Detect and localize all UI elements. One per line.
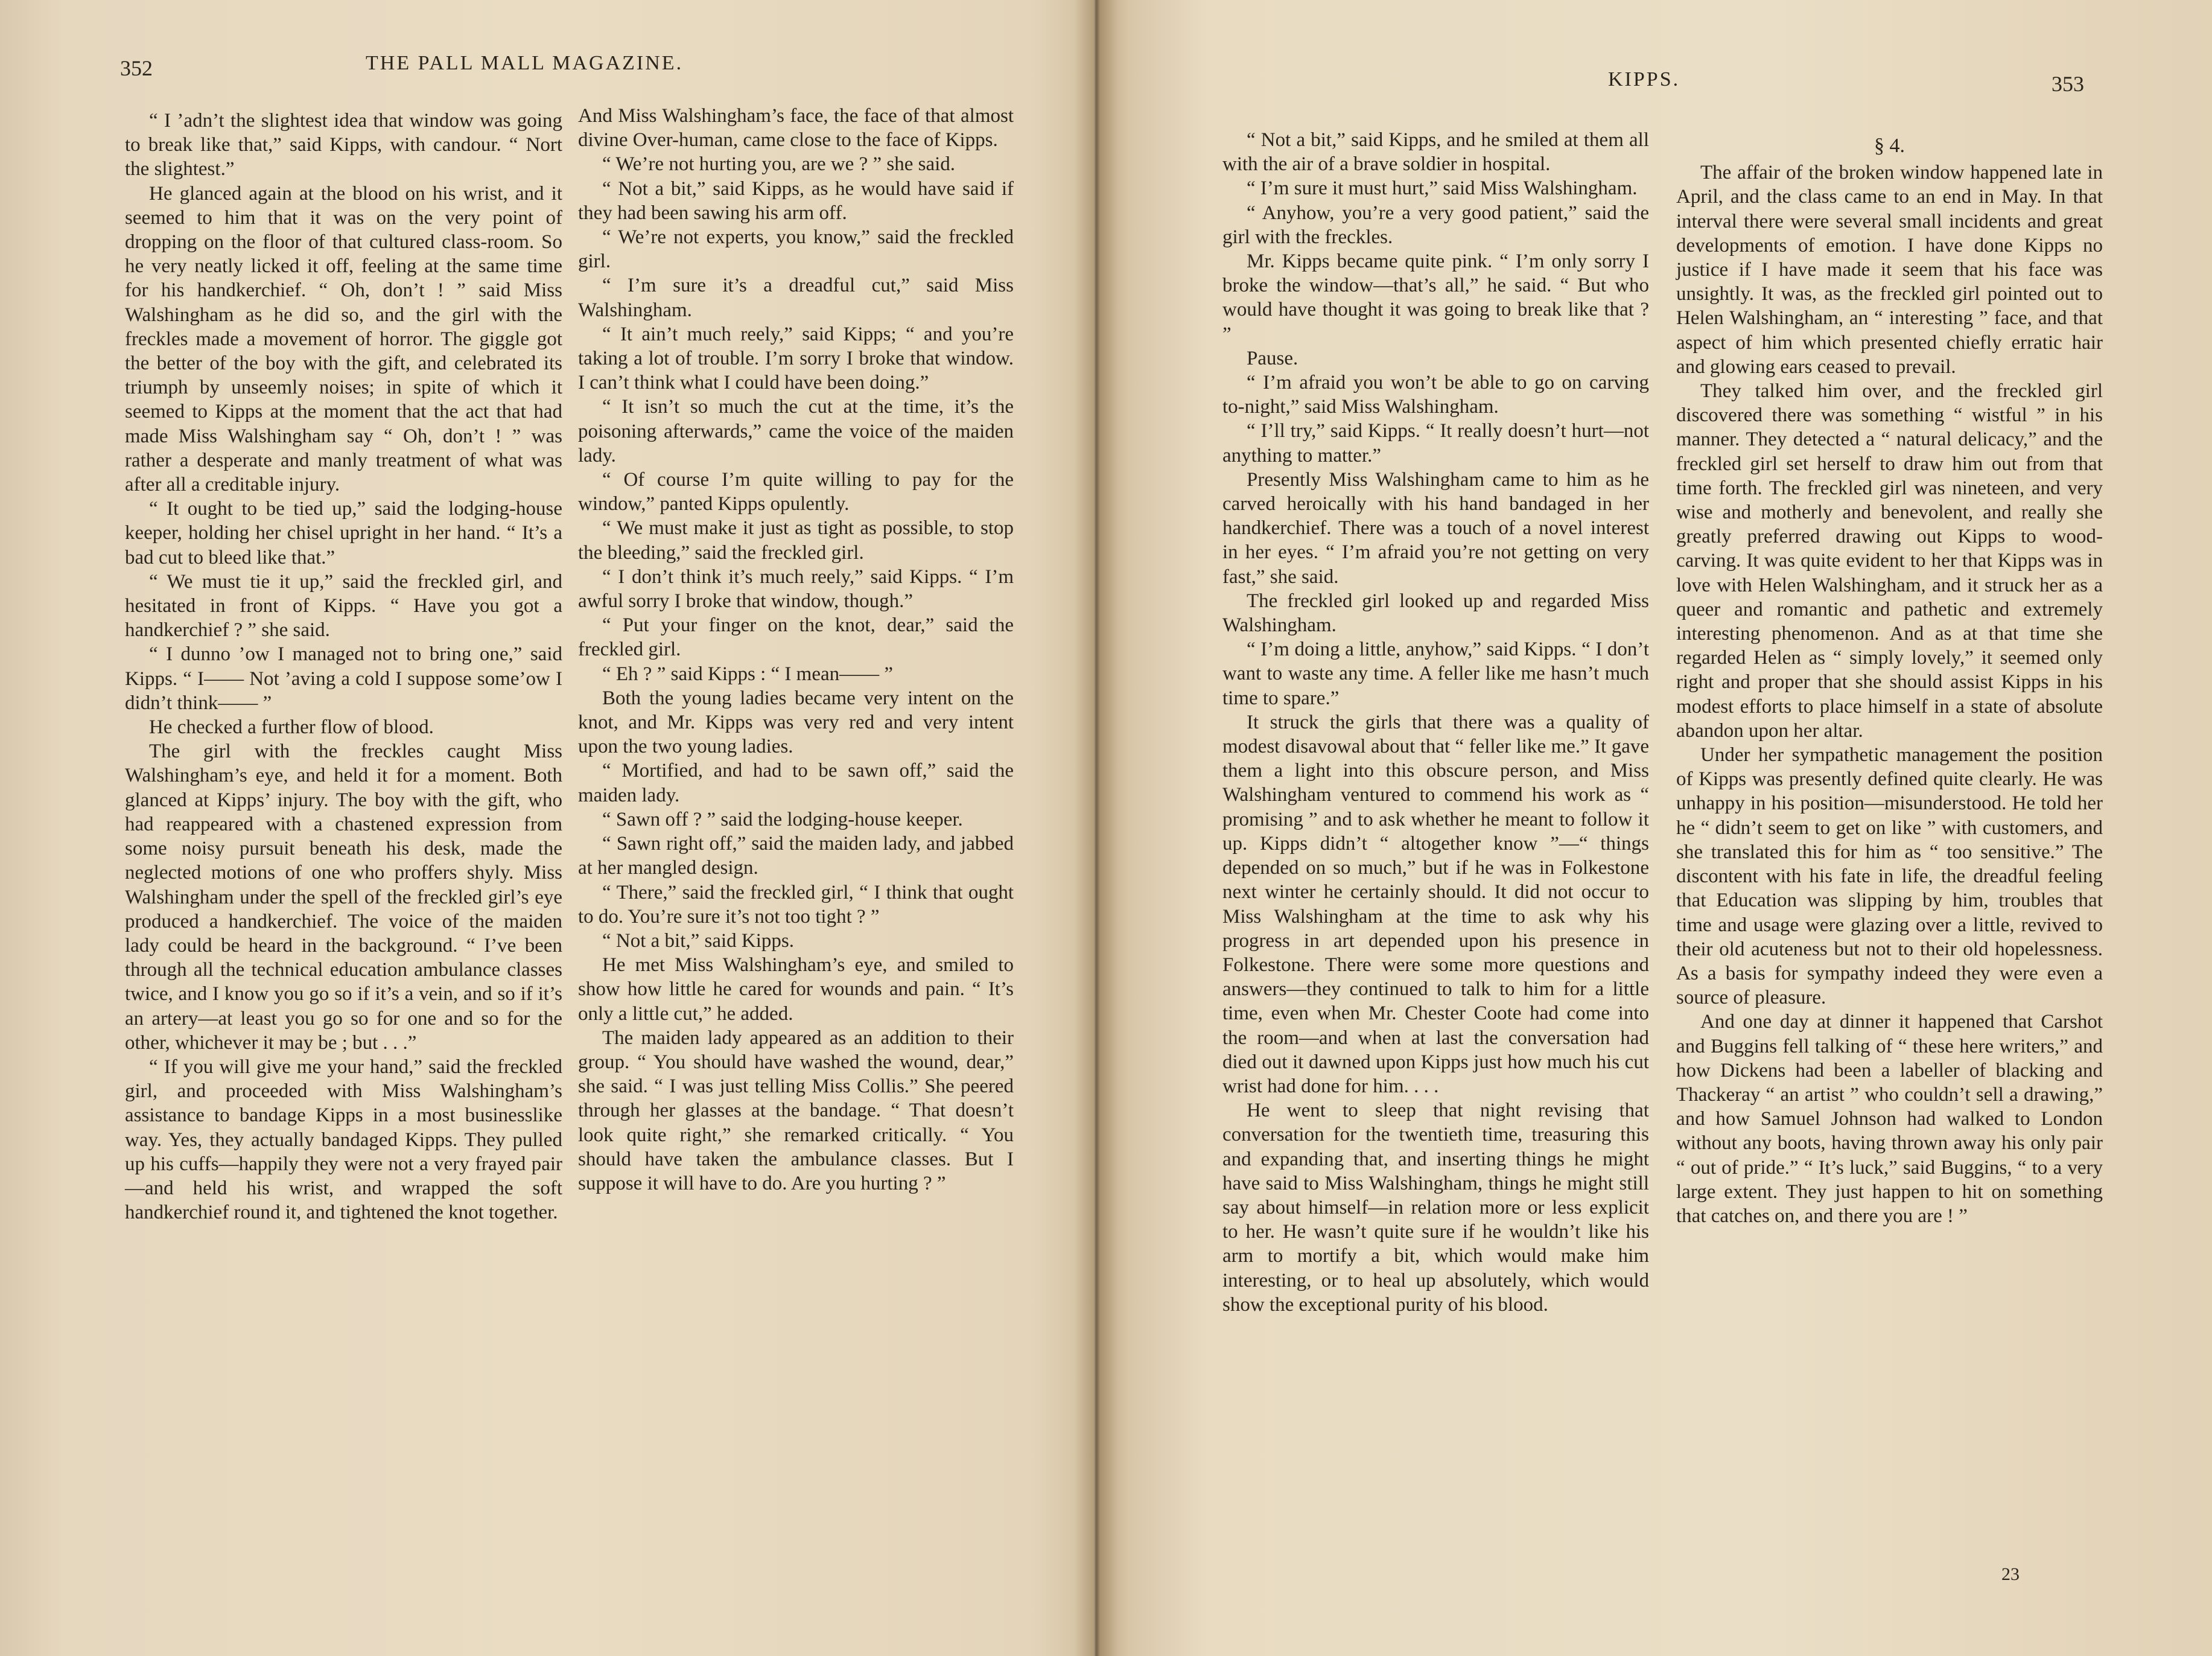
paragraph: Under her sympathetic management the position of Kipps was presently defined quite clearly. He was unhappy in his position—misunderstood. He told her he “ didn’t seem to get on like ” with customers, and she translated this for him as “ too sensitive.” The discontent with his fate in life, the dreadful feeling that Education was slipping by him, troubles that time and usage were glazing over a little, revived to their old acuteness but not to their old hopelessness. As a basis for sympathy indeed they were even a source of pleasure. (1676, 744, 2103, 1009)
paragraph: “ Of course I’m quite willing to pay for the window,” panted Kipps opulently. (578, 469, 1014, 515)
paragraph: “ Not a bit,” said Kipps. (602, 929, 795, 952)
paragraph: “ There,” said the freckled girl, “ I think that ought to do. You’re sure it’s not too tight ? ” (578, 881, 1014, 928)
left-page (0, 0, 1095, 1656)
section-mark: § 4. (1874, 135, 1905, 157)
right-column-1 (1222, 128, 1649, 1317)
right-column-2 (1676, 134, 2103, 1228)
running-head-right: KIPPS. (1608, 68, 1680, 91)
paragraph: “ We must make it just as tight as possible, to stop the bleeding,” said the freckled girl. (578, 517, 1014, 564)
running-head-left: THE PALL MALL MAGAZINE. (366, 52, 684, 74)
page-number-right: 353 (2052, 72, 2084, 96)
paragraph: “ I’m doing a little, anyhow,” said Kipps. “ I don’t want to waste any time. A feller like me hasn’t much time to spare.” (1222, 639, 1649, 709)
paragraph: He went to sleep that night revising that conversation for the twentieth time, treasuring this and expanding that, and inserting things he might have said to Miss Walshingham, things he might still say about himself—in relation more or less explicit to her. He wasn’t quite sure if he wouldn’t like his arm to mortify a bit, which would make him interesting, or to heal up absolutely, which would show the exceptional purity of his blood. (1222, 1100, 1649, 1316)
paragraph: Pause. (1247, 347, 1298, 369)
paragraph: “ Anyhow, you’re a very good patient,” said the girl with the freckles. (1222, 202, 1649, 248)
paragraph: The girl with the freckles caught Miss Walshingham’s eye, and held it for a moment. Both glanced at Kipps’ injury. The boy with the gift, who had reappeared with a chastened expression from some noisy pursuit beneath his desk, made the neglected motions of one who proffers shyly. Miss Walshingham under the spell of the freckled girl’s eye produced a handkerchief. The voice of the maiden lady could be heard in the background. “ I’ve been through all the technical education ambulance classes twice, and I know you go so if it’s a vein, and so if it’s an artery—at least you go so for one and so for the other, whichever it may be ; but . . .” (125, 740, 562, 1054)
paragraph: He glanced again at the blood on his wrist, and it seemed to him that it was on the very point of dropping on the floor of that cultured class-room. So he very neatly licked it off, feeling at the same time for his handkerchief. “ Oh, don’t ! ” said Miss Walshingham as he did so, and the girl with the freckles made a movement of horror. The giggle got the better of the boy with the gift, and celebrated its triumph by unseemly noises; in spite of which it seemed to Kipps at the moment that the act that had made Miss Walshingham say “ Oh, don’t ! ” was rather a desperate and manly treatment of what was after all a creditable injury. (125, 182, 562, 496)
paragraph: “ It ain’t much reely,” said Kipps; “ and you’re taking a lot of trouble. I’m sorry I broke that window. I can’t think what I could have been doing.” (578, 323, 1014, 394)
paragraph: “ Mortified, and had to be sawn off,” said the maiden lady. (578, 760, 1014, 806)
paragraph: “ I’m sure it must hurt,” said Miss Walshingham. (1247, 177, 1638, 200)
paragraph: And one day at dinner it happened that Carshot and Buggins fell talking of “ these here writers,” and how Dickens had been a labeller of blacking and Thackeray “ an artist ” who couldn’t sell a drawing,” and how Samuel Johnson had walked to London without any boots, having thrown away his only pair “ out of pride.” “ It’s luck,” said Buggins, “ to a very large extent. They just happen to hit on something that catches on, and there you are ! ” (1676, 1011, 2103, 1227)
paragraph: “ Sawn off ? ” said the lodging-house keeper. (602, 808, 963, 830)
paragraph: “ I don’t think it’s much reely,” said Kipps. “ I’m awful sorry I broke that window, though.” (578, 565, 1014, 613)
paragraph: “ I’m afraid you won’t be able to go on carving to-night,” said Miss Walshingham. (1222, 372, 1649, 418)
paragraph: “ If you will give me your hand,” said the freckled girl, and proceeded with Miss Walshingham’s assistance to bandage Kipps in a most businesslike way. Yes, they actually bandaged Kipps. They pulled up his cuffs—happily they were not a very frayed pair—and held his wrist, and wrapped the soft handkerchief round it, and tightened the knot together. (125, 1056, 562, 1224)
paragraph: “ I’ll try,” said Kipps. “ It really doesn’t hurt—not anything to matter.” (1222, 420, 1649, 467)
paragraph: The affair of the broken window happened late in April, and the class came to an end in May. In that interval there were several small incidents and great developments of emotion. I have done Kipps no justice if I have made it seem that his face was unsightly. It was, as the freckled girl pointed out to Helen Walshingham, an “ interesting ” face, and that aspect of him which presented chiefly erratic hair and glowing ears ceased to prevail. (1676, 162, 2103, 378)
paragraph: He met Miss Walshingham’s eye, and smiled to show how little he cared for wounds and pain. “ It’s only a little cut,” he added. (578, 954, 1014, 1025)
paragraph: Mr. Kipps became quite pink. “ I’m only sorry I broke the window—that’s all,” he said. “ But who would have thought it was going to break like that ? ” (1222, 250, 1649, 345)
paragraph: Both the young ladies became very intent on the knot, and Mr. Kipps was very red and very intent upon the two young ladies. (578, 687, 1014, 758)
paragraph: “ I’m sure it’s a dreadful cut,” said Miss Walshingham. (578, 275, 1014, 321)
paragraph: He checked a further flow of blood. (149, 716, 434, 739)
book-gutter (1074, 0, 1117, 1656)
paragraph: “ Not a bit,” said Kipps, and he smiled at them all with the air of a brave soldier in hospital. (1222, 129, 1649, 176)
paragraph: “ Sawn right off,” said the maiden lady, and jabbed at her mangled design. (578, 833, 1014, 879)
paragraph: “ I dunno ’ow I managed not to bring one,” said Kipps. “ I—— Not ’aving a cold I suppose some’ow I didn’t think—— ” (125, 643, 562, 714)
paragraph: “ Eh ? ” said Kipps : “ I mean—— ” (602, 663, 894, 685)
page-number-left: 352 (120, 56, 153, 80)
left-column-1 (125, 109, 562, 1224)
signature-mark: 23 (2001, 1564, 2020, 1584)
paragraph: “ I ’adn’t the slightest idea that window was going to break like that,” said Kipps, with candour. “ Nort the slightest.” (125, 110, 562, 180)
paragraph: It struck the girls that there was a quality of modest disavowal about that “ feller like me.” It gave them a light into this obscure person, and Miss Walshingham ventured to commend his work as “ promising ” and to ask whether he meant to follow it up. Kipps didn’t “ altogether know ”—“ things depended on so much,” but if he was in Folkestone next winter he certainly should. It did not occur to Miss Walshingham at the time to ask why his progress in art depended upon his presence in Folkestone. There were some more questions and answers—they continued to talk to him for a little time, even when Mr. Chester Coote had come into the room—and when at last the conversation had died out it dawned upon Kipps just how much his cut wrist had done for him. . . . (1222, 711, 1649, 1097)
paragraph: Presently Miss Walshingham came to him as he carved heroically with his hand bandaged in her handkerchief. There was a touch of a novel interest in her eyes. “ I’m afraid you’re not getting on very fast,” she said. (1222, 468, 1649, 588)
paragraph: The freckled girl looked up and regarded Miss Walshingham. (1222, 590, 1649, 637)
paragraph: The maiden lady appeared as an addition to their group. “ You should have washed the wound, dear,” she said. “ I was just telling Miss Collis.” She peered through her glasses at the bandage. “ That doesn’t look quite right,” she remarked critically. “ You should have taken the ambulance classes. But I suppose it will have to do. Are you hurting ? ” (578, 1027, 1014, 1194)
paragraph: “ We must tie it up,” said the freckled girl, and hesitated in front of Kipps. “ Have you got a handkerchief ? ” she said. (125, 570, 562, 642)
paragraph: “ We’re not experts, you know,” said the freckled girl. (578, 226, 1014, 273)
paragraph: “ It ought to be tied up,” said the lodging-house keeper, holding her chisel upright in her hand. “ It’s a bad cut to bleed like that.” (125, 498, 562, 568)
left-column-2 (578, 104, 1014, 1196)
paragraph: “ Put your finger on the knot, dear,” said the freckled girl. (578, 614, 1014, 661)
paragraph: And Miss Walshingham’s face, the face of that almost divine Over-human, came close to the face of Kipps. (578, 105, 1014, 151)
paragraph: They talked him over, and the freckled girl discovered there was something “ wistful ” in his manner. They detected a “ natural delicacy,” and the freckled girl set herself to draw him out from that time forth. The freckled girl was nineteen, and very wise and motherly and benevolent, and really she greatly preferred drawing out Kipps to wood-carving. It was quite evident to her that Kipps was in love with Helen Walshingham, and it struck her as a queer and romantic and pathetic and extremely interesting phenomenon. And as at that time she regarded Helen as “ simply lovely,” it seemed only right and proper that she should assist Kipps in his modest efforts to place himself in a state of absolute abandon upon her altar. (1676, 380, 2103, 742)
paragraph: “ It isn’t so much the cut at the time, it’s the poisoning afterwards,” came the voice of the maiden lady. (578, 396, 1014, 467)
paragraph: “ We’re not hurting you, are we ? ” she said. (602, 153, 956, 176)
right-page (1095, 0, 2212, 1656)
paragraph: “ Not a bit,” said Kipps, as he would have said if they had been sawing his arm off. (578, 177, 1014, 224)
